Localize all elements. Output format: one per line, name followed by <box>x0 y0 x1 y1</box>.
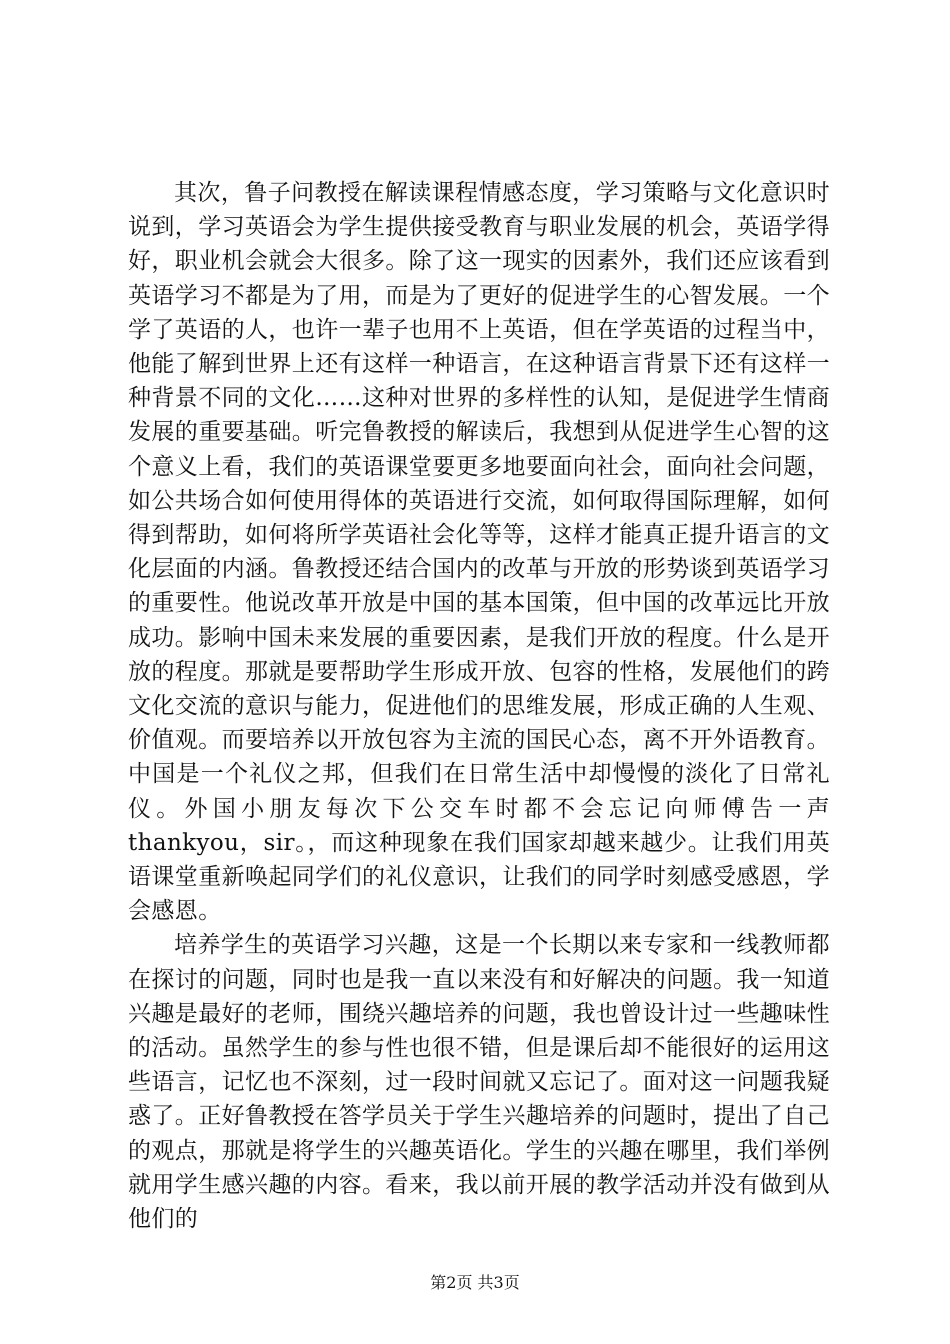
page-footer: 第2页 共3页 <box>430 1273 520 1292</box>
paragraph-1: 其次，鲁子问教授在解读课程情感态度，学习策略与文化意识时说到，学习英语会为学生提供接受教育与职业发展的机会，英语学得好，职业机会就会大很多。除了这一现实的因素外，我们还应该看到英语学习不都是为了用，而是为了更好的促进学生的心智发展。一个学了英语的人，也许一辈子也用不上英语，但在学英语的过程当中，他能了解到世界上还有这样一种语言，在这种语言背景下还有这样一种背景不同的文化……这种对世界的多样性的认知，是促进学生情商发展的重要基础。听完鲁教授的解读后，我想到从促进学生心智的这个意义上看，我们的英语课堂要更多地要面向社会，面向社会问题，如公共场合如何使用得体的英语进行交流，如何取得国际理解，如何得到帮助，如何将所学英语社会化等等，这样才能真正提升语言的文化层面的内涵。鲁教授还结合国内的改革与开放的形势谈到英语学习的重要性。他说改革开放是中国的基本国策，但中国的改革远比开放成功。影响中国未来发展的重要因素，是我们开放的程度。什么是开放的程度。那就是要帮助学生形成开放、包容的性格，发展他们的跨文化交流的意识与能力，促进他们的思维发展，形成正确的人生观、价值观。而要培养以开放包容为主流的国民心态，离不开外语教育。中国是一个礼仪之邦，但我们在日常生活中却慢慢的淡化了日常礼仪。外国小朋友每次下公交车时都不会忘记向师傅告一声thankyou，sir。，而这种现象在我们国家却越来越少。让我们用英语课堂重新唤起同学们的礼仪意识，让我们的同学时刻感受感恩，学会感恩。 <box>128 180 830 925</box>
document-body <box>128 176 830 1236</box>
paragraph-2: 培养学生的英语学习兴趣，这是一个长期以来专家和一线教师都在探讨的问题，同时也是我一直以来没有和好解决的问题。我一知道兴趣是最好的老师，围绕兴趣培养的问题，我也曾设计过一些趣味性的活动。虽然学生的参与性也很不错，但是课后却不能很好的运用这些语言，记忆也不深刻，过一段时间就又忘记了。面对这一问题我疑惑了。正好鲁教授在答学员关于学生兴趣培养的问题时，提出了自己的观点，那就是将学生的兴趣英语化。学生的兴趣在哪里，我们举例就用学生感兴趣的内容。看来，我以前开展的教学活动并没有做到从他们的 <box>128 932 830 1233</box>
